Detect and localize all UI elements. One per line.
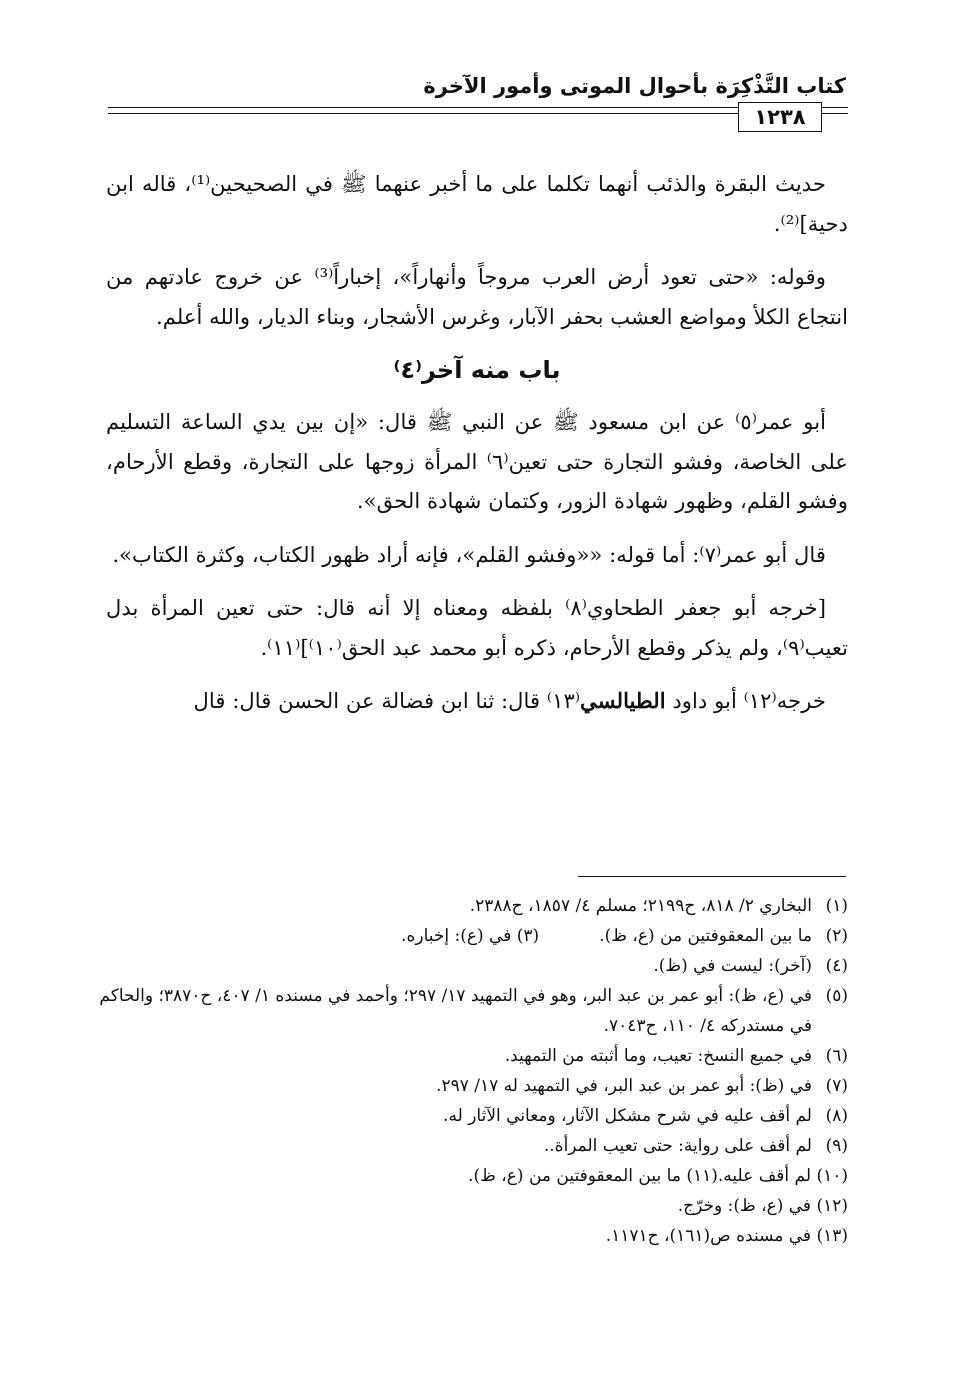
footnote-number: (١): [825, 896, 848, 916]
footnote-text: في (ظ): أبو عمر بن عبد البر، في التمهيد له ١٧/ ٢٩٧.: [436, 1076, 812, 1096]
footnote-3-text: (٣) في (ع): إخباره.: [401, 926, 540, 946]
footnote-8: [80, 1101, 848, 1131]
footnote-text: لم أقف عليه في شرح مشكل الآثار، ومعاني الآثار له.: [443, 1106, 812, 1126]
footnote-number: (٦): [825, 1046, 848, 1066]
footnote-number: (٥): [825, 986, 848, 1006]
paragraph-6-start: خرجه⁽١٢⁾ أبو داود: [665, 688, 826, 713]
header-rule-right-bottom: [822, 113, 848, 114]
footnote-13: [80, 1221, 848, 1251]
footnote-text: في (ع، ظ): أبو عمر بن عبد البر، وهو في التمهيد ١٧/ ٢٩٧؛ وأحمد في مسنده ١/ ٤٠٧، ح٣٨٧٠؛ والحاكم في مستدركه ٤/ ١١٠، ح٧٠٤٣.: [99, 986, 812, 1036]
footnote-1: [80, 891, 848, 921]
chapter-heading: باب منه آخر⁽٤⁾: [393, 356, 561, 384]
footnote-number: (٨): [825, 1106, 848, 1126]
footnote-9: [80, 1131, 848, 1161]
footnote-7: [80, 1071, 848, 1101]
footnote-11-text: (١١) ما بين المعقوفتين من (ع، ظ).: [468, 1166, 718, 1186]
footnote-12-text: (١٢) في (ع، ظ): وخرّج.: [677, 1196, 848, 1216]
footnote-number: (٤): [825, 956, 848, 976]
paragraph-2: وقوله: «حتى تعود أرض العرب مروجاً وأنهاراً»، إخباراً⁽³⁾ عن خروج عادتهم من انتجاع الكلأ ومواضع العشب بحفر الآبار، وغرس الأشجار، وبناء الديار، والله أعلم.: [106, 264, 848, 329]
footnote-text: لم أقف على رواية: حتى تعيب المرأة..: [543, 1136, 812, 1156]
footnote-number: (٩): [825, 1136, 848, 1156]
footnote-text: ما بين المعقوفتين من (ع، ظ).: [599, 926, 812, 946]
paragraph-3: أبو عمر⁽٥⁾ عن ابن مسعود ﷺ عن النبي ﷺ قال: «إن بين يدي الساعة التسليم على الخاصة، وفشو التجارة حتى تعين⁽٦⁾ المرأة زوجها على التجارة، وقطع الأرحام، وفشو القلم، وظهور شهادة الزور، وكتمان شهادة الحق».: [106, 409, 848, 513]
footnote-text: (آخر): ليست في (ظ).: [653, 956, 812, 976]
footnote-text: البخاري ٢/ ٨١٨، ح٢١٩٩؛ مسلم ٤/ ١٨٥٧، ح٢٣٨٨.: [469, 896, 812, 916]
header-rule-bottom: [108, 113, 846, 114]
footnote-2-3: [80, 921, 848, 951]
footnote-separator: [578, 876, 846, 877]
footnote-10-11: [80, 1161, 848, 1191]
footnote-12: [80, 1191, 848, 1221]
footnote-gap: [539, 921, 599, 951]
paragraph-6-end: ⁽١٣⁾ قال: ثنا ابن فضالة عن الحسن قال: قال: [193, 688, 581, 713]
footnote-13-text: (١٣) في مسنده ص(١٦١)، ح١١٧١.: [605, 1226, 848, 1246]
footnote-text: في جميع النسخ: تعيب، وما أثبته من التمهيد.: [504, 1046, 812, 1066]
header-rule-top: [108, 107, 846, 108]
main-text: [106, 164, 848, 721]
paragraph-4: قال أبو عمر⁽٧⁾: أما قوله: ««وفشو القلم»، فإنه أراد ظهور الكتاب، وكثرة الكتاب».: [112, 541, 826, 567]
page-number: ١٢٣٨: [738, 102, 822, 132]
header-rule-right-top: [822, 107, 848, 108]
paragraph-5: [خرجه أبو جعفر الطحاوي⁽٨⁾ بلفظه ومعناه إلا أنه قال: حتى تعين المرأة بدل تعيب⁽٩⁾، ولم يذكر وقطع الأرحام، ذكره أبو محمد عبد الحق⁽١٠⁾]⁽١١⁾.: [106, 595, 848, 660]
running-title: كتاب التَّذْكِرَة بأحوال الموتى وأمور الآخرة: [423, 74, 846, 98]
footnote-number: (٧): [825, 1076, 848, 1096]
paragraph-6: [106, 681, 848, 721]
paragraph-6-bold-name: الطيالسي: [580, 688, 666, 713]
footnote-10-text: (١٠) لم أقف عليه.: [717, 1166, 848, 1186]
footnote-4: [80, 951, 848, 981]
footnote-5: [80, 981, 848, 1041]
footnotes: [80, 891, 848, 1251]
footnote-number: (٢): [825, 926, 848, 946]
footnote-6: [80, 1041, 848, 1071]
paragraph-1: حديث البقرة والذئب أنهما تكلما على ما أخبر عنهما ﷺ في الصحيحين⁽¹⁾، قاله ابن دحية]⁽²⁾.: [106, 171, 848, 236]
